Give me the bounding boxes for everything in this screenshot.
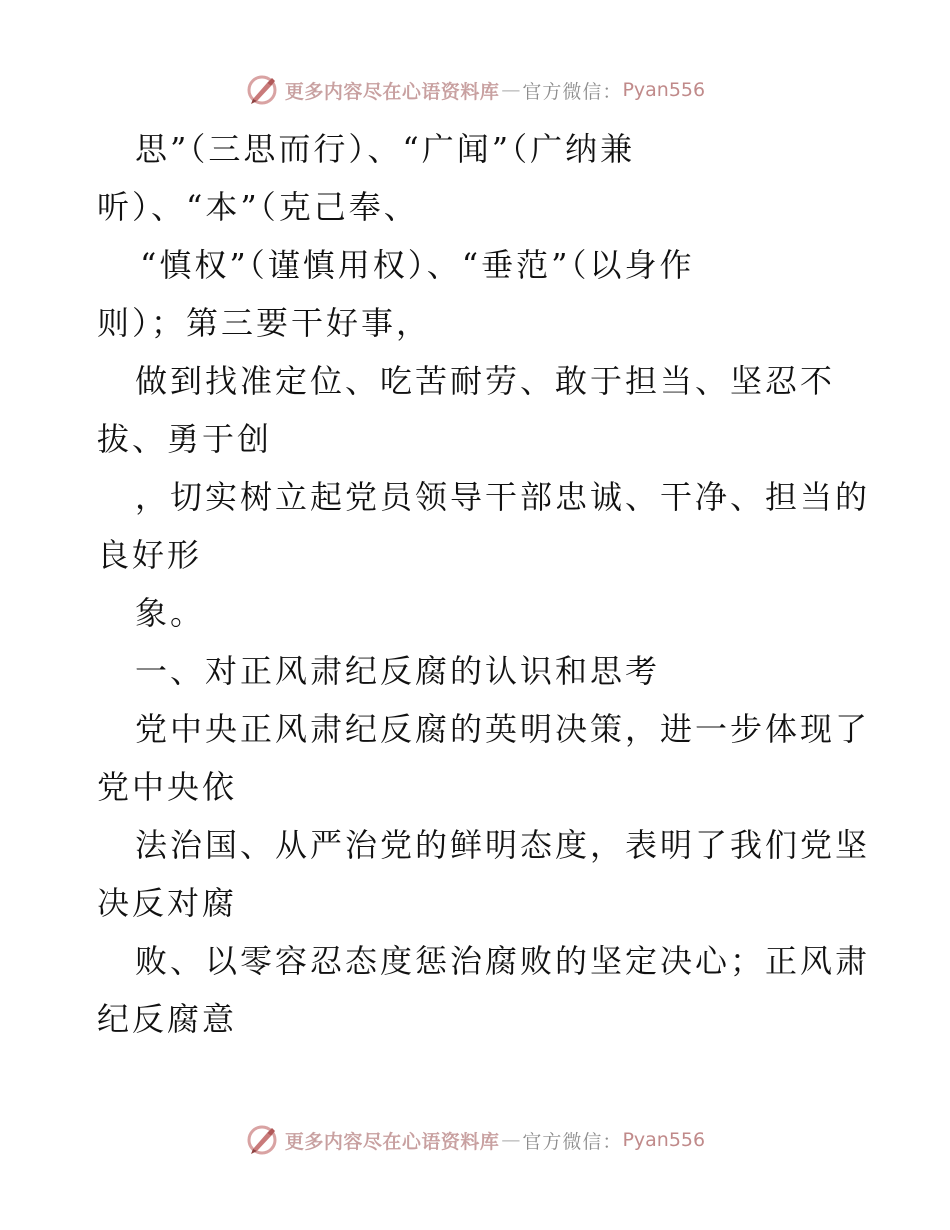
footer-watermark — [0, 1120, 950, 1160]
text-line: 法治国、从严治党的鲜明态度，表明了我们党坚 — [135, 826, 871, 864]
section-heading: 一、对正风肃纪反腐的认识和思考 — [135, 652, 661, 690]
text-line: 纪反腐意 — [97, 1000, 238, 1038]
text-line: 败、以零容忍态度惩治腐败的坚定决心；正风肃 — [135, 942, 871, 980]
watermark-wechat-id: Pyan556 — [622, 1129, 706, 1151]
text-line: 党中央正风肃纪反腐的英明决策，进一步体现了 — [135, 710, 871, 748]
text-line: 听）、“本”（克己奉、 — [97, 188, 419, 226]
watermark-separator: — — [501, 1129, 521, 1151]
text-line: 决反对腐 — [97, 884, 238, 922]
text-line: 思”（三思而行）、“广闻”（广纳兼 — [135, 130, 636, 168]
text-line: 则）；第三要干好事， — [97, 304, 432, 342]
header-watermark — [0, 70, 950, 110]
watermark-separator: — — [501, 79, 521, 101]
watermark-official-label: 官方微信： — [522, 1130, 623, 1153]
text-line: 良好形 — [97, 536, 203, 574]
watermark-brand-text: 更多内容尽在心语资料库 — [284, 80, 500, 103]
pen-logo-icon — [245, 1123, 279, 1157]
text-line: “慎权”（谨慎用权）、“垂范”（以身作 — [140, 246, 695, 284]
text-line: 党中央依 — [97, 768, 238, 806]
text-line: 做到找准定位、吃苦耐劳、敢于担当、坚忍不 — [135, 362, 836, 400]
watermark-wechat-id: Pyan556 — [622, 79, 706, 101]
text-line: 拔、勇于创 — [97, 420, 273, 458]
watermark-brand-text: 更多内容尽在心语资料库 — [284, 1130, 500, 1153]
pen-logo-icon — [245, 73, 279, 107]
text-line: ，切实树立起党员领导干部忠诚、干净、担当的 — [135, 478, 871, 516]
text-line: 象。 — [135, 594, 206, 632]
watermark-official-label: 官方微信： — [522, 80, 623, 103]
